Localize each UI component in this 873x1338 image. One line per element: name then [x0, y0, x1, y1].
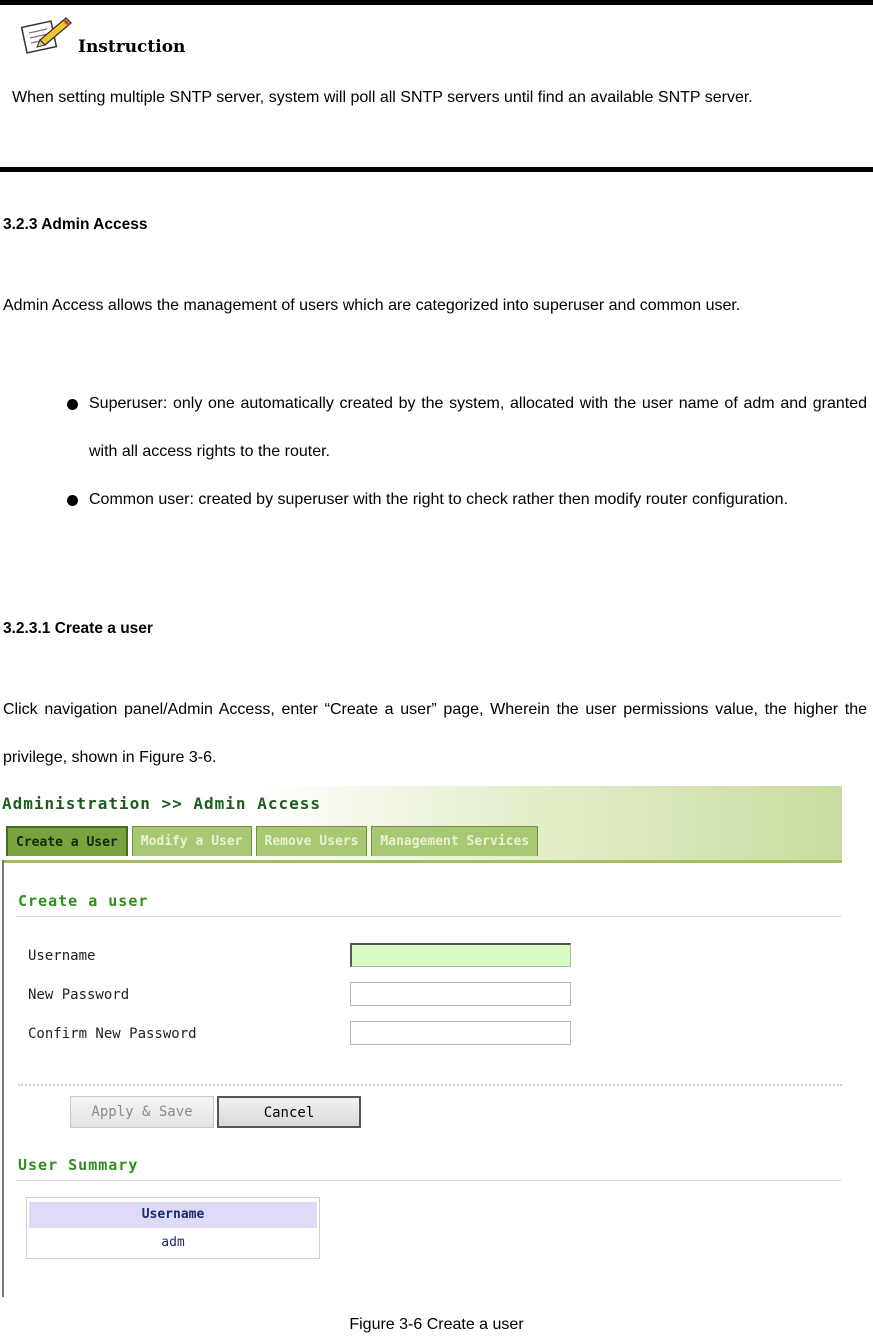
bullet-common-user — [64, 476, 867, 524]
dotted-separator — [18, 1084, 842, 1086]
bottom-rule — [0, 167, 873, 172]
section-divider — [16, 1180, 842, 1181]
section-heading-create-user: 3.2.3.1 Create a user — [3, 620, 153, 637]
tab-management-services[interactable]: Management Services — [371, 826, 538, 856]
section-divider — [16, 916, 842, 917]
tab-remove-users[interactable]: Remove Users — [256, 826, 368, 856]
username-input[interactable] — [350, 943, 571, 967]
instruction-text: When setting multiple SNTP server, system will poll all SNTP servers until find an available SNTP server. — [12, 89, 753, 106]
cancel-button[interactable]: Cancel — [217, 1096, 361, 1128]
instruction-header — [18, 14, 185, 59]
create-user-text: Click navigation panel/Admin Access, enter “Create a user” page, Wherein the user permissions value, the higher the privilege, shown in Figure 3-6. — [3, 701, 867, 766]
figure-header-bar — [2, 786, 842, 860]
tab-modify-user[interactable]: Modify a User — [132, 826, 252, 856]
header-divider — [2, 860, 842, 863]
tab-create-user[interactable]: Create a User — [6, 826, 128, 856]
notepad-pencil-icon — [18, 14, 74, 59]
figure-caption: Figure 3-6 Create a user — [349, 1316, 524, 1333]
bullet-text: Superuser: only one automatically created by the system, allocated with the user name of adm and granted with all access rights to the router. — [89, 395, 867, 460]
table-row: adm — [161, 1235, 185, 1250]
new-password-label: New Password — [28, 987, 130, 1003]
user-summary-title: User Summary — [18, 1156, 139, 1174]
username-label: Username — [28, 948, 96, 964]
bullet-superuser — [64, 380, 867, 476]
content-left-border — [2, 860, 4, 1297]
bullet-text: Common user: created by superuser with the right to check rather then modify router configuration. — [89, 491, 789, 508]
instruction-title: Instruction — [78, 37, 186, 57]
confirm-password-input[interactable] — [350, 1021, 571, 1045]
breadcrumb: Administration >> Admin Access — [2, 794, 321, 813]
apply-save-button[interactable]: Apply & Save — [70, 1096, 214, 1128]
user-summary-table — [26, 1197, 320, 1259]
bullet-dot-icon — [67, 495, 78, 506]
admin-access-intro: Admin Access allows the management of users which are categorized into superuser and common user. — [3, 297, 741, 314]
table-header-username: Username — [29, 1202, 317, 1228]
bullet-dot-icon — [67, 399, 78, 410]
confirm-password-label: Confirm New Password — [28, 1026, 197, 1042]
top-rule — [0, 0, 873, 5]
section-heading-admin-access: 3.2.3 Admin Access — [3, 216, 148, 233]
new-password-input[interactable] — [350, 982, 571, 1006]
figure-screenshot — [2, 786, 842, 1297]
tab-bar — [6, 826, 538, 856]
create-user-title: Create a user — [18, 892, 149, 910]
